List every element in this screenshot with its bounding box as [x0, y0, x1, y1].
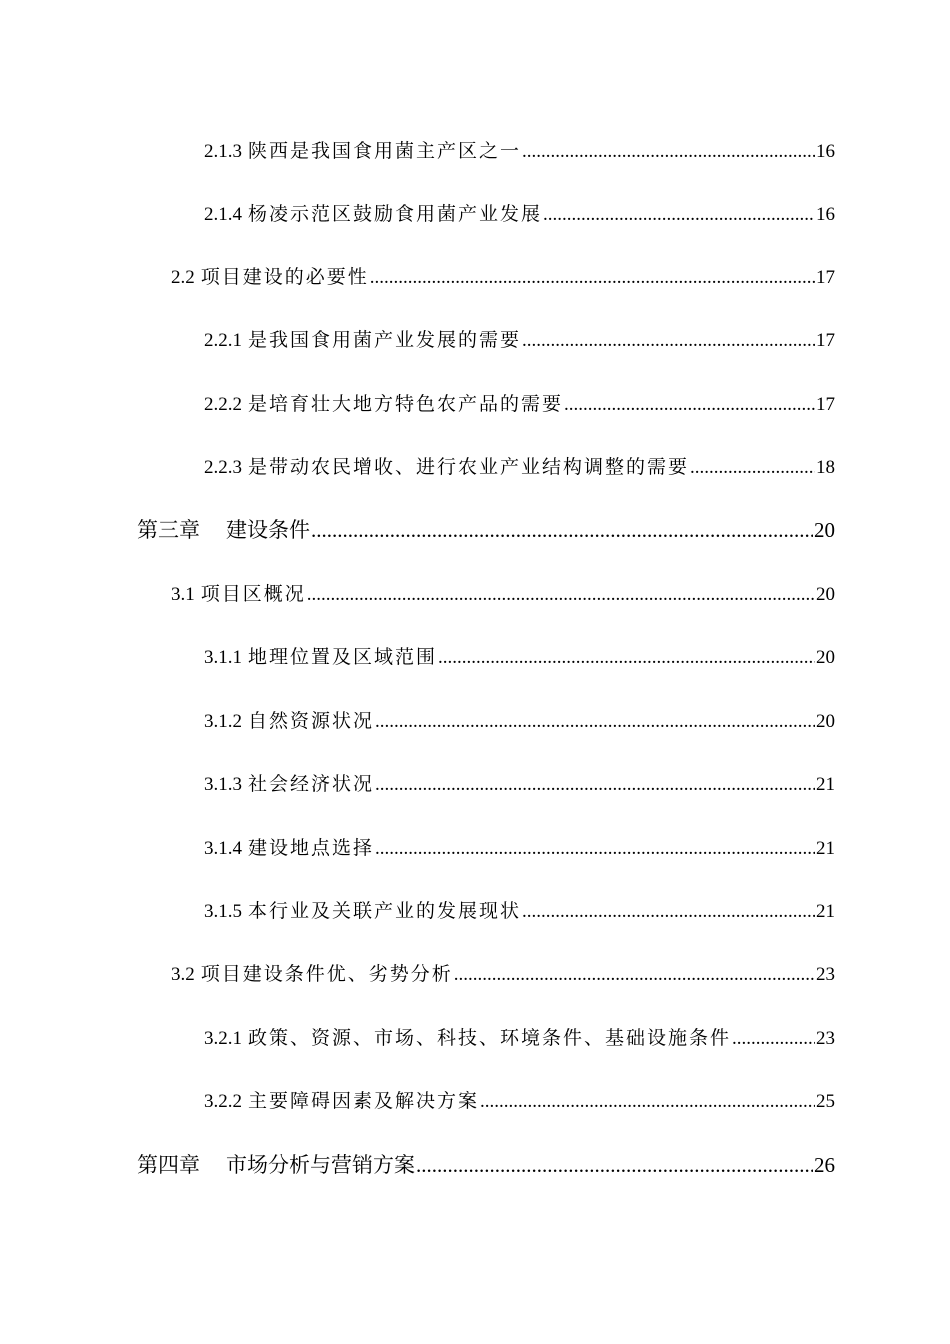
toc-entry-2-2-1[interactable] — [204, 325, 835, 355]
toc-dot-leader — [454, 960, 815, 990]
toc-entry-title: 自然资源状况 — [248, 710, 375, 732]
toc-entry-number: 3.1.2 — [204, 711, 242, 732]
toc-entry-page: 26 — [814, 1153, 835, 1177]
toc-entry-number: 3.2.2 — [204, 1091, 242, 1112]
toc-entry-3-1-2[interactable] — [204, 706, 835, 736]
toc-dot-leader — [416, 1150, 813, 1180]
toc-dot-leader — [522, 897, 815, 927]
toc-entry-title: 地理位置及区域范围 — [248, 646, 438, 668]
toc-entry-3-1[interactable] — [171, 579, 835, 609]
toc-entry-3-1-4[interactable] — [204, 833, 835, 863]
toc-dot-leader — [522, 137, 815, 167]
toc-entry-page: 20 — [816, 647, 835, 668]
toc-entry-title: 项目建设条件优、劣势分析 — [200, 963, 453, 985]
toc-entry-page: 25 — [816, 1091, 835, 1112]
toc-dot-leader — [732, 1024, 815, 1054]
toc-entry-page: 23 — [816, 1028, 835, 1049]
toc-entry-title: 建设地点选择 — [248, 837, 375, 859]
toc-entry-page: 17 — [816, 267, 835, 288]
toc-entry-number: 2.2 — [171, 267, 195, 288]
toc-chapter-number: 第四章 — [137, 1153, 200, 1177]
toc-entry-3-2-1[interactable] — [204, 1023, 835, 1053]
toc-entry-title: 是带动农民增收、进行农业产业结构调整的需要 — [248, 456, 690, 478]
toc-dot-leader — [480, 1087, 815, 1117]
toc-entry-number: 3.2.1 — [204, 1028, 242, 1049]
toc-chapter-3[interactable] — [137, 515, 835, 545]
toc-chapter-number: 第三章 — [137, 518, 200, 542]
toc-entry-3-1-5[interactable] — [204, 896, 835, 926]
toc-entry-number: 3.1.4 — [204, 838, 242, 859]
toc-entry-number: 3.1.1 — [204, 647, 242, 668]
toc-entry-number: 3.1.3 — [204, 774, 242, 795]
toc-dot-leader — [375, 770, 815, 800]
toc-entry-2-2-2[interactable] — [204, 389, 835, 419]
toc-dot-leader — [543, 200, 815, 230]
toc-dot-leader — [564, 390, 815, 420]
toc-entry-page: 20 — [816, 711, 835, 732]
toc-dot-leader — [438, 643, 815, 673]
toc-entry-page: 17 — [816, 330, 835, 351]
toc-entry-2-2-3[interactable] — [204, 452, 835, 482]
toc-entry-3-2[interactable] — [171, 959, 835, 989]
toc-entry-title: 杨凌示范区鼓励食用菌产业发展 — [248, 203, 543, 225]
toc-dot-leader — [370, 263, 815, 293]
toc-chapter-title: 市场分析与营销方案 — [226, 1153, 415, 1177]
toc-entry-title: 是我国食用菌产业发展的需要 — [248, 329, 522, 351]
toc-entry-page: 20 — [816, 584, 835, 605]
toc-entry-page: 18 — [816, 457, 835, 478]
toc-entry-number: 3.1.5 — [204, 901, 242, 922]
toc-entry-number: 2.2.3 — [204, 457, 242, 478]
toc-dot-leader — [375, 707, 815, 737]
toc-entry-title: 项目区概况 — [200, 583, 306, 605]
toc-entry-number: 2.2.1 — [204, 330, 242, 351]
toc-entry-number: 3.2 — [171, 964, 195, 985]
toc-entry-number: 3.1 — [171, 584, 195, 605]
toc-entry-title: 是培育壮大地方特色农产品的需要 — [248, 393, 564, 415]
toc-dot-leader — [307, 580, 815, 610]
toc-entry-page: 21 — [816, 774, 835, 795]
toc-entry-3-1-3[interactable] — [204, 769, 835, 799]
toc-entry-3-1-1[interactable] — [204, 642, 835, 672]
toc-entry-page: 23 — [816, 964, 835, 985]
toc-entry-3-2-2[interactable] — [204, 1086, 835, 1116]
toc-chapter-title: 建设条件 — [226, 518, 310, 542]
toc-entry-page: 17 — [816, 394, 835, 415]
toc-entry-2-1-4[interactable] — [204, 199, 835, 229]
toc-dot-leader — [522, 326, 815, 356]
toc-entry-2-1-3[interactable] — [204, 136, 835, 166]
toc-entry-title: 主要障碍因素及解决方案 — [248, 1090, 480, 1112]
toc-chapter-4[interactable] — [137, 1150, 835, 1180]
toc-entry-title: 本行业及关联产业的发展现状 — [248, 900, 522, 922]
toc-dot-leader — [375, 834, 815, 864]
toc-dot-leader — [311, 515, 813, 545]
toc-entry-title: 社会经济状况 — [248, 773, 375, 795]
toc-entry-page: 16 — [816, 141, 835, 162]
toc-dot-leader — [690, 453, 815, 483]
toc-entry-number: 2.1.3 — [204, 141, 242, 162]
toc-entry-page: 21 — [816, 901, 835, 922]
toc-entry-number: 2.1.4 — [204, 204, 242, 225]
toc-entry-title: 项目建设的必要性 — [200, 266, 369, 288]
toc-entry-page: 20 — [814, 518, 835, 542]
toc-entry-title: 政策、资源、市场、科技、环境条件、基础设施条件 — [248, 1027, 732, 1049]
toc-entry-title: 陕西是我国食用菌主产区之一 — [248, 140, 522, 162]
toc-entry-2-2[interactable] — [171, 262, 835, 292]
toc-entry-page: 21 — [816, 838, 835, 859]
toc-entry-number: 2.2.2 — [204, 394, 242, 415]
toc-entry-page: 16 — [816, 204, 835, 225]
